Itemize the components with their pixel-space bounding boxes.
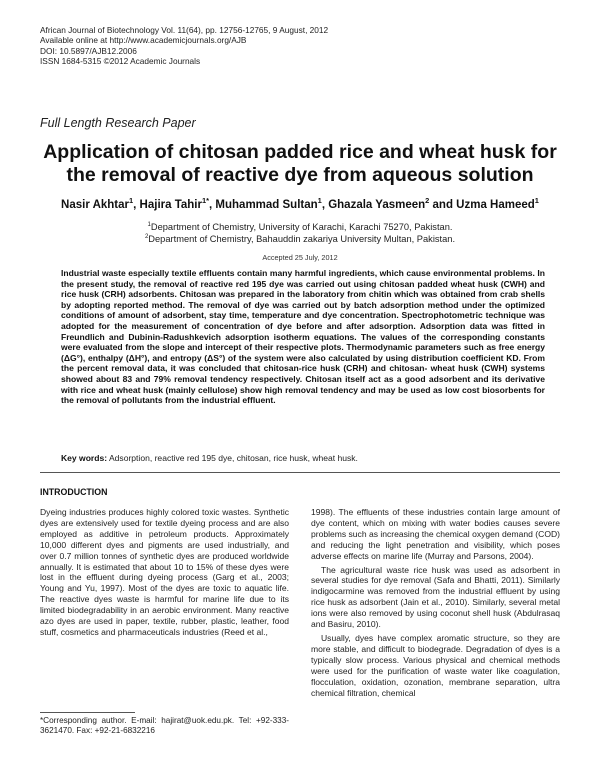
affiliation-mark: 1: [147, 221, 151, 228]
affiliation-2: [0, 234, 600, 246]
corresponding-author-footnote: *Corresponding author. E-mail: hajirat@uok.edu.pk. Tel: +92-333-3621470. Fax: +92-21-6832216: [40, 716, 289, 736]
paper-type: Full Length Research Paper: [40, 116, 196, 130]
author-affiliation-mark: 1: [317, 196, 322, 206]
author-separator: ,: [133, 199, 140, 211]
intro-paragraph-3: The agricultural waste rice husk was used as adsorbent in several studies for dye removal (Safa and Bhatti, 2011). Similarly indigocarmine was removed from the industrial effluent by using rice husk as adsorbent (Jain et al., 2010). Similarly, several metal ions were also removed by using coconut shell husk (Abdulrasaq and Basiru, 2010).: [311, 564, 560, 630]
paper-title: [30, 141, 570, 187]
author-list: [0, 196, 600, 211]
author-name: Hajira Tahir: [139, 199, 202, 211]
author-affiliation-mark: 1: [129, 196, 134, 206]
issn: ISSN 1684-5315 ©2012 Academic Journals: [40, 56, 201, 67]
author-separator: ,: [321, 199, 329, 211]
author-separator: ,: [209, 199, 216, 211]
journal-url: Available online at http://www.academicjournals.org/AJB: [40, 35, 247, 46]
title-line-2: the removal of reactive dye from aqueous solution: [66, 164, 534, 186]
abstract: Industrial waste especially textile effluents contain many harmful ingredients, which cause environmental problems. In the present study, the removal of reactive red 195 dye was carried out using chitosan padded wheat husk (CWH) and rice husk (CRH) adsorbents. Chitosan was prepared in the laboratory from chitin which was obtained from crab shells by adopting reported method. The removal of dye was carried out by batch adsorption method under the optimized conditions of amount of adsorbent, stay time, temperature and dye concentration. Spectrophotometric technique was adopted for the measurement of concentration of dye before and after adsorption. Adsorption data was fitted in Freundlich and Dubinin-Radushkevich adsorption isotherm equations. The values of the corresponding constants were evaluated from the slope and intercept of their respective plots. Thermodynamic parameters such as free energy (ΔG°), enthalpy (ΔH°), and entropy (ΔS°) of the system were also calculated by using distribution coefficient KD. From the percent removal data, it was concluded that chitosan-rice husk (CRH) and chitosan- wheat husk (CWH) systems showed about 83 and 79% removal tendency respectively. Chitosan itself act as a good adsorbent and its derivative with rice and wheat husk (mainly cellulose) show high removal tendency and may be used as low cost biosorbents for the removal of pollutants from the industrial effluent.: [61, 268, 545, 406]
keywords-label: Key words:: [61, 453, 108, 463]
keywords-text: Adsorption, reactive red 195 dye, chitosan, rice husk, wheat husk.: [107, 453, 358, 463]
doi: DOI: 10.5897/AJB12.2006: [40, 45, 137, 56]
author-affiliation-mark: 2: [425, 196, 430, 206]
author-conjunction: and: [429, 199, 457, 211]
affiliation-text: Department of Chemistry, Bahauddin zakariya University Multan, Pakistan.: [148, 233, 456, 244]
keywords: [61, 453, 545, 463]
author-affiliation-mark: 1*: [201, 196, 210, 206]
affiliation-text: Department of Chemistry, University of Karachi, Karachi 75270, Pakistan.: [150, 222, 453, 232]
affiliation-1: [0, 222, 600, 234]
intro-paragraph-1: Dyeing industries produces highly colored toxic wastes. Synthetic dyes are extensively used for textile dyeing process and are also employed as additive in petroleum products. Approximately 10,000 different dyes and pigments are used industrially, and over 0.7 million tonnes of synthetic dyes are produced worldwide annually. It is estimated that about 10 to 15% of these dyes were lost in the effluent during dyeing process (Garg et al., 2003; Young and Yu, 1997). Most of the dyes are toxic to aquatic life. The reactive dyes waste is harmful for marine life due to its limited biodegradability in an aerobic environment. Many reactive azo dyes are used in paper, textile, rubber, plastic, leather, food stuff, cosmetics and pharmaceuticals industries (Reed et al.,: [40, 507, 289, 637]
footnote-divider: [40, 712, 135, 713]
journal-citation: African Journal of Biotechnology Vol. 11(64), pp. 12756-12765, 9 August, 2012: [40, 25, 329, 35]
title-line-1: Application of chitosan padded rice and wheat husk for: [43, 141, 557, 163]
section-divider: [40, 472, 560, 473]
author-name: Muhammad Sultan: [215, 199, 318, 211]
author-name: Ghazala Yasmeen: [328, 199, 426, 211]
affiliation-mark: 2: [144, 233, 149, 240]
intro-paragraph-2: 1998). The effluents of these industries contain large amount of dye content, which on mixing with water bodies causes severe problems such as increasing the chemical oxygen demand (COD) and reducing the light penetration and visibility, which poses adverse effects on marine life (Murray and Parsons, 2004).: [311, 507, 560, 561]
author-name: Uzma Hameed: [456, 199, 535, 211]
intro-paragraph-4: Usually, dyes have complex aromatic structure, so they are more stable, and difficult to biodegrade. Degradation of dyes is a typically slow process. Various physical and chemical methods were used for the purification of waste water like coagulation, flocculation, oxidation, ozonation, membrane separation, ultra chemical filtration, chemical: [311, 632, 560, 698]
author-name: Nasir Akhtar: [61, 199, 129, 211]
affiliations: [0, 222, 600, 245]
journal-header: [40, 25, 328, 67]
right-column: [311, 507, 560, 698]
left-column: [40, 507, 289, 638]
accepted-date: Accepted 25 July, 2012: [262, 253, 338, 262]
introduction-heading: INTRODUCTION: [40, 487, 108, 497]
author-affiliation-mark: 1: [534, 196, 539, 206]
